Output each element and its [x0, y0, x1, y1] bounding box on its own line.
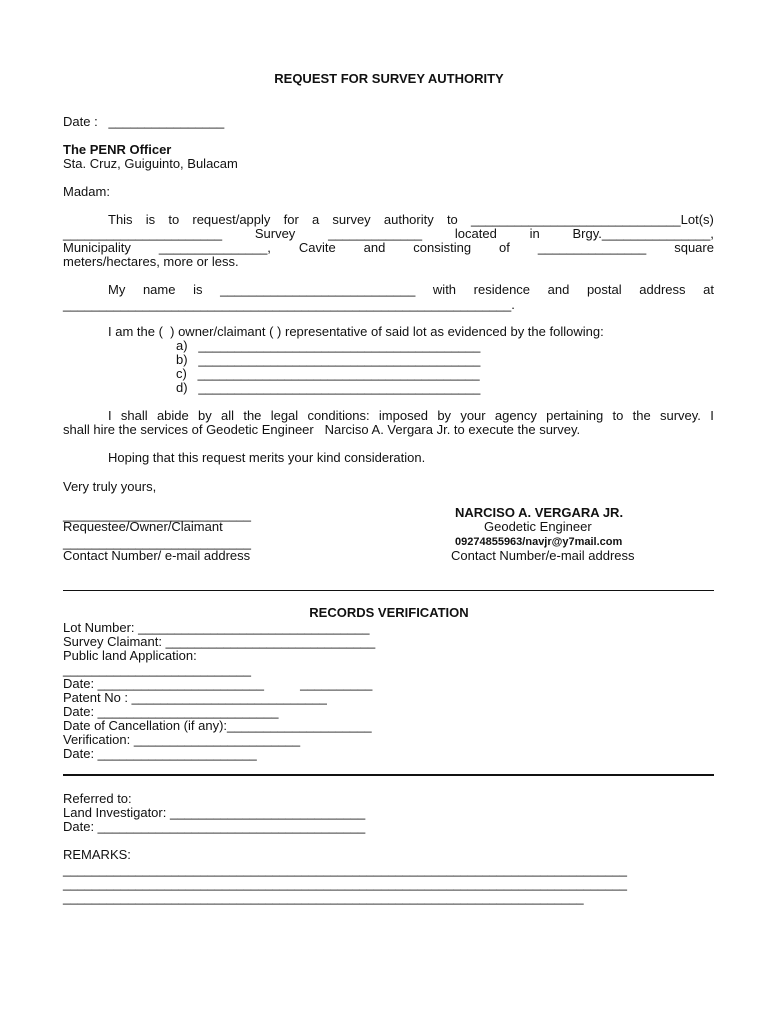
word: postal: [586, 282, 622, 297]
divider: [63, 590, 714, 591]
lot-blank: _____________________________Lot(s): [470, 212, 714, 227]
para5: Hoping that this request merits your kind consideration.: [108, 450, 426, 465]
word: survey.: [659, 408, 701, 423]
evidence-item-b: b) _______________________________________: [176, 352, 481, 367]
word: and: [547, 282, 570, 297]
verification-field: Verification: _______________________: [63, 732, 301, 747]
divider: [63, 774, 714, 776]
word: request/apply: [192, 212, 271, 227]
word: Municipality: [63, 240, 131, 255]
cancellation-date-field: Date of Cancellation (if any):____________________: [63, 718, 372, 733]
para1-line3: [63, 240, 714, 255]
evidence-item-d: d) _______________________________________: [176, 380, 481, 395]
public-land-application-label: Public land Application:: [63, 648, 197, 663]
word: _______________,: [158, 240, 271, 255]
addressee-address: Sta. Cruz, Guiguinto, Bulacam: [63, 156, 238, 171]
word: _____________: [328, 226, 423, 241]
name-blank: ___________________________: [220, 282, 416, 297]
word: Brgy._______________,: [572, 226, 714, 241]
word: imposed: [378, 408, 429, 423]
word: square: [674, 240, 714, 255]
word: by: [437, 408, 452, 423]
application-date-field: Date: _______________________ __________: [63, 676, 373, 691]
word: legal: [270, 408, 299, 423]
word: a: [311, 212, 320, 227]
para4-line2: shall hire the services of Geodetic Engineer Narciso A. Vergara Jr. to execute the survey.: [63, 422, 581, 437]
para3-intro: I am the ( ) owner/claimant ( ) representative of said lot as evidenced by the following:: [108, 324, 604, 339]
word: residence: [473, 282, 531, 297]
word: shall: [120, 408, 148, 423]
word: agency: [494, 408, 537, 423]
engineer-contact: 09274855963/navjr@y7mail.com: [455, 536, 623, 548]
public-land-application-field: __________________________: [63, 662, 251, 677]
word: is: [145, 212, 156, 227]
para4-line1: [108, 408, 714, 423]
word: all: [221, 408, 235, 423]
word: of: [499, 240, 510, 255]
word: ______________________: [63, 226, 223, 241]
records-heading: RECORDS VERIFICATION: [309, 605, 469, 620]
word: I: [710, 408, 714, 423]
word: at: [703, 282, 714, 297]
engineer-contact-label: Contact Number/e-mail address: [451, 548, 635, 563]
word: authority: [383, 212, 434, 227]
remarks-line: ______________________________________________________________________________: [63, 876, 627, 891]
word: pertaining: [546, 408, 604, 423]
para2-line2: ______________________________________________________________.: [63, 297, 515, 312]
word: conditions:: [307, 408, 370, 423]
word: I: [108, 408, 112, 423]
referred-to-label: Referred to:: [63, 791, 132, 806]
word: address: [639, 282, 686, 297]
word: name: [142, 282, 176, 297]
word: Cavite: [298, 240, 336, 255]
lot-number-field: Lot Number: ________________________________: [63, 620, 370, 635]
word: This: [108, 212, 133, 227]
document-title: REQUEST FOR SURVEY AUTHORITY: [274, 71, 504, 86]
word: by: [198, 408, 212, 423]
remarks-line: ______________________________________________________________________________: [63, 862, 627, 877]
word: abide: [156, 408, 189, 423]
survey-claimant-field: Survey Claimant: _____________________________: [63, 634, 376, 649]
evidence-item-a: a) _______________________________________: [176, 338, 481, 353]
word: to: [612, 408, 624, 423]
requestee-contact-line: __________________________: [63, 535, 251, 550]
word: for: [283, 212, 299, 227]
date-field: Date : ________________: [63, 114, 225, 129]
word: My: [108, 282, 126, 297]
remarks-line: ________________________________________________________________________: [63, 890, 584, 905]
word: your: [460, 408, 486, 423]
word: Survey: [254, 226, 296, 241]
para1-line1: [108, 212, 714, 227]
land-investigator-field: Land Investigator: ___________________________: [63, 805, 366, 820]
para1-line2: [63, 226, 714, 241]
word: the: [632, 408, 651, 423]
requestee-contact-label: Contact Number/ e-mail address: [63, 548, 251, 563]
remarks-label: REMARKS:: [63, 847, 131, 862]
word: to: [168, 212, 180, 227]
word: the: [243, 408, 262, 423]
word: and: [363, 240, 386, 255]
engineer-name: NARCISO A. VERGARA JR.: [455, 505, 624, 520]
word: consisting: [413, 240, 472, 255]
word: to: [446, 212, 458, 227]
para2-line1: [108, 282, 714, 297]
word: in: [529, 226, 540, 241]
word: _______________: [537, 240, 647, 255]
requestee-signature-line: __________________________: [63, 507, 251, 522]
referral-date-field: Date: _____________________________________: [63, 819, 366, 834]
word: located: [454, 226, 497, 241]
verification-date-field: Date: ______________________: [63, 746, 257, 761]
engineer-title: Geodetic Engineer: [484, 519, 592, 534]
patent-date-field: Date: _________________________: [63, 704, 279, 719]
word: is: [193, 282, 203, 297]
closing: Very truly yours,: [63, 479, 157, 494]
word: survey: [332, 212, 371, 227]
addressee-name: The PENR Officer: [63, 142, 172, 157]
evidence-item-c: c) _______________________________________: [176, 366, 480, 381]
requestee-label: Requestee/Owner/Claimant: [63, 519, 223, 534]
salutation: Madam:: [63, 184, 110, 199]
para1-line4: meters/hectares, more or less.: [63, 254, 239, 269]
word: with: [432, 282, 457, 297]
patent-no-field: Patent No : ___________________________: [63, 690, 327, 705]
